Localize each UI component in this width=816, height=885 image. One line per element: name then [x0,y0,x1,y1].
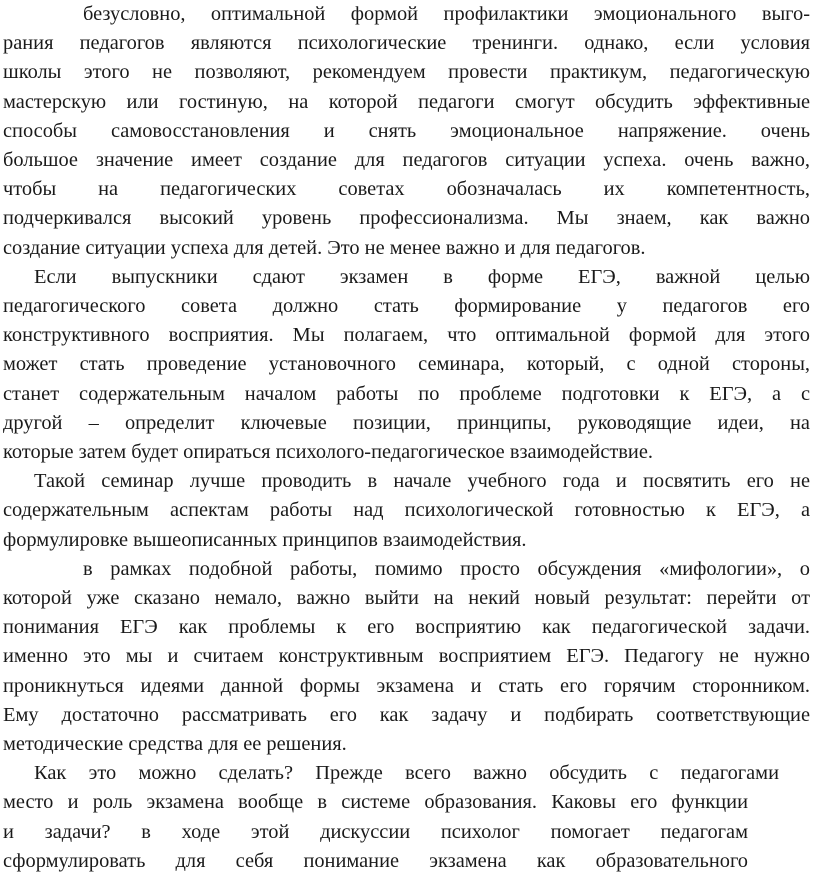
text-line: проникнуться идеями данной формы экзамена и стать его горячим сторонником. [3,674,810,697]
paragraph-seminar [3,467,810,555]
text-line: школы этого не позволяют, рекомендуем провести практикум, педагогическую [3,61,810,84]
text-line: подчеркивался высокий уровень профессионализма. Мы знаем, как важно [3,207,810,230]
text-line: содержательным аспектам работы над психологической готовностью к ЕГЭ, а [3,499,810,522]
text-line: педагогического совета должно стать формирование у педагогов его [3,295,810,318]
text-line: станет содержательным началом работы по проблеме подготовки к ЕГЭ, а с [3,382,810,405]
text-line: сформулировать для себя понимание экзамена как образовательного [3,849,748,872]
text-line: Такой семинар лучше проводить в начале учебного года и посвятить его не [34,470,810,493]
text-line: способы самовосстановления и снять эмоциональное напряжение. очень [3,119,810,142]
text-line: другой – определит ключевые позиции, принципы, руководящие идеи, на [3,411,810,434]
text-line: рания педагогов являются психологические тренинги. однако, если условия [3,32,810,55]
paragraph-how-to [3,759,810,876]
text-line: формулировке вышеописанных принципов взаимодействия. [3,528,527,551]
text-line: Если выпускники сдают экзамен в форме ЕГЭ, важной целью [34,265,810,288]
text-line: и задачи? в ходе этой дискуссии психолог помогает педагогам [3,820,748,843]
paragraph-burnout-prevention [3,0,810,263]
text-line: место и роль экзамена вообще в системе образования. Каковы его функции [3,791,748,814]
text-line: в рамках подобной работы, помимо просто обсуждения «мифологии», о [83,557,810,580]
text-line: безусловно, оптимальной формой профилактики эмоционального выго- [83,3,810,25]
text-line: конструктивного восприятия. Мы полагаем, что оптимальной формой для этого [3,324,810,347]
text-line: понимания ЕГЭ как проблемы к его восприятию как педагогической задачи. [3,616,810,639]
text-line: именно это мы и считаем конструктивным восприятием ЕГЭ. Педагогу не нужно [3,645,810,668]
text-line: создание ситуации успеха для детей. Это не менее важно и для педагогов. [3,236,646,259]
text-line: чтобы на педагогических советах обозначалась их компетентность, [3,178,810,201]
text-line: мастерскую или гостиную, на которой педагоги смогут обсудить эффективные [3,90,810,113]
text-line: которые затем будет опираться психолого-педагогическое взаимодействие. [3,441,653,464]
text-line: которой уже сказано немало, важно выйти на некий новый результат: перейти от [3,587,810,610]
text-line: Ему достаточно рассматривать его как задачу и подбирать соответствующие [3,703,810,726]
text-line: большое значение имеет создание для педагогов ситуации успеха. очень важно, [3,149,810,172]
paragraph-constructive-perception [3,555,810,759]
text-line: Как это можно сделать? Прежде всего важно обсудить с педагогами [34,762,779,785]
paragraph-ege-council [3,263,810,467]
text-line: может стать проведение установочного семинара, который, с одной стороны, [3,353,810,376]
text-line: методические средства для ее решения. [3,733,347,756]
